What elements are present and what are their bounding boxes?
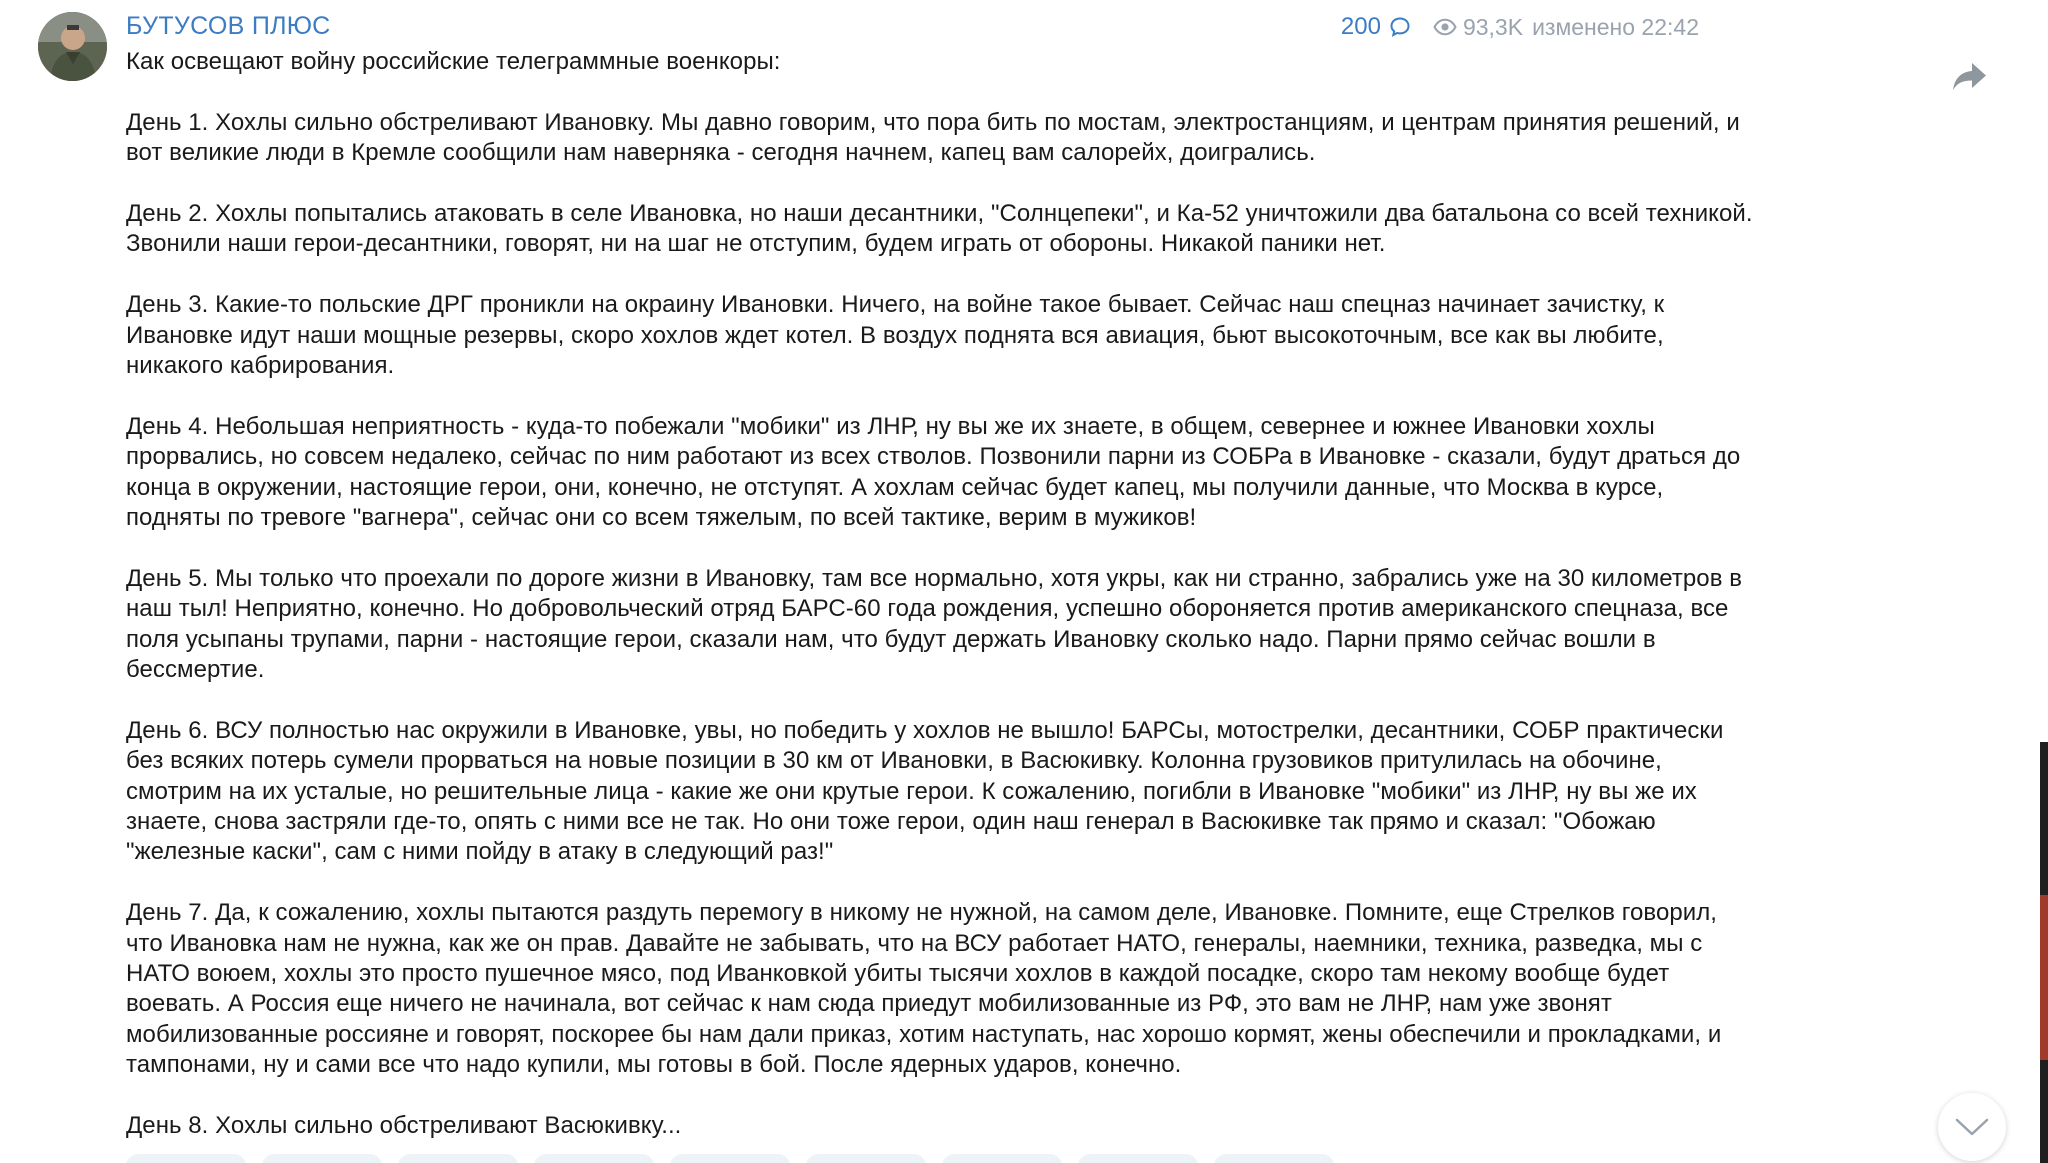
eye-icon <box>1433 18 1457 36</box>
avatar-photo <box>38 12 107 81</box>
post-meta <box>1341 13 1699 41</box>
views-count: 93,3K <box>1462 13 1524 40</box>
reaction-chip[interactable] <box>806 1154 926 1163</box>
share-arrow-icon <box>1950 60 1990 94</box>
post-paragraph-day-2: День 2. Хохлы попытались атаковать в селе Ивановка, но наши десантники, "Солнцепеки", и Ка-52 уничтожили два батальона со всей техникой. Звонили наши герои-десантники, говорят, ни на шаг не отступим, будем играть от обороны. Никакой паники нет. <box>126 200 1753 258</box>
side-preview-thumbnail <box>2040 895 2048 1060</box>
post-intro: Как освещают войну российские телеграммные военкоры: <box>126 48 781 75</box>
reaction-chip[interactable] <box>534 1154 654 1163</box>
post-paragraph-day-1: День 1. Хохлы сильно обстреливают Ивановку. Мы давно говорим, что пора бить по мостам, электростанциям, и центрам принятия решений, и вот великие люди в Кремле сообщили нам наверняка - сегодня начнем, капец вам салорейх, доигрались. <box>126 108 1740 167</box>
reaction-chip[interactable] <box>1078 1154 1198 1163</box>
chevron-down-icon <box>1954 1116 1990 1138</box>
share-button[interactable] <box>1950 60 1990 94</box>
replies-count: 200 <box>1340 13 1381 40</box>
post-paragraph-day-6: День 6. ВСУ полностью нас окружили в Ивановке, увы, но победить у хохлов не вышло! БАРСы, мотострелки, десантники, СОБР практически без всяких потерь сумели прорваться на новые позиции в 30 км от Ивановки, в Васюкивку. Колонна грузовиков притулилась на обочине, смотрим на их усталые, но решительные лица - какие же они крутые герои. К сожалению, погибли в Ивановке "мобики" из ЛНР, ну вы же их знаете, снова застряли где-то, опять с ними все не так. Но они тоже герои, один наш генерал в Васюкивке так прямо и сказал: "Обожаю "железные каски", сам с ними пойду в атаку в следующий раз!" <box>126 716 1724 866</box>
views-counter <box>1433 14 1523 41</box>
post-paragraph-day-3: День 3. Какие-то польские ДРГ проникли на окраину Ивановки. Ничего, на войне такое бывает. Сейчас наш спецназ начинает зачистку, к Ивановке идут наши мощные резервы, скоро хохлов ждет котел. В воздух поднята вся авиация, бьют высокоточным, все как вы любите, никакого кабрирования. <box>126 291 1665 380</box>
channel-name[interactable]: БУТУСОВ ПЛЮС <box>126 12 331 40</box>
post-paragraph-day-5: День 5. Мы только что проехали по дороге жизни в Ивановку, там все нормально, хотя укры, как ни странно, забрались уже на 30 километров в наш тыл! Неприятно, конечно. Но добровольческий отряд БАРС-60 года рождения, успешно обороняется против американского спецназа, все поля усыпаны трупами, парни - настоящие герои, сказали нам, что будут держать Ивановку сколько надо. Парни прямо сейчас вошли в бессмертие. <box>126 564 1743 684</box>
channel-avatar[interactable] <box>38 12 107 81</box>
reactions-row <box>126 1154 1334 1163</box>
reaction-chip[interactable] <box>1214 1154 1334 1163</box>
post-paragraph-day-7: День 7. Да, к сожалению, хохлы пытаются раздуть перемогу в никому не нужной, на самом деле, Ивановке. Помните, еще Стрелков говорил, что Ивановка нам не нужна, как же он прав. Давайте не забывать, что на ВСУ работает НАТО, генералы, наемники, техника, разведка, мы с НАТО воюем, хохлы это просто пушечное мясо, под Иванковкой убиты тысячи хохлов в каждой посадке, скоро там некому вообще будет воевать. А Россия еще ничего не начинала, вот сейчас к нам сюда приедут мобилизованные из РФ, это вам не ЛНР, нам уже звонят мобилизованные россияне и говорят, поскорее бы нам дали приказ, хотим наступать, нас хорошо кормят, жены обеспечили и прокладками, и тампонами, ну и сами все что надо купили, мы готовы в бой. После ядерных ударов, конечно. <box>126 899 1722 1079</box>
reaction-chip[interactable] <box>670 1154 790 1163</box>
comment-bubble-icon <box>1389 16 1411 38</box>
replies-button[interactable] <box>1341 13 1411 41</box>
reaction-chip[interactable] <box>126 1154 246 1163</box>
reaction-chip[interactable] <box>262 1154 382 1163</box>
reaction-chip[interactable] <box>942 1154 1062 1163</box>
post-text <box>126 47 1896 1163</box>
post-paragraph-day-4: День 4. Небольшая неприятность - куда-то побежали "мобики" из ЛНР, ну вы же их знаете, в общем, севернее и южнее Ивановки хохлы прорвались, но совсем недалеко, сейчас по ним работают из всех стволов. Позвонили парни из СОБРа в Ивановке - сказали, будут драться до конца в окружении, настоящие герои, они, конечно, не отступят. А хохлам сейчас будет капец, мы получили данные, что Москва в курсе, подняты по тревоге "вагнера", сейчас они со всем тяжелым, по всей тактике, верим в мужиков! <box>126 412 1741 532</box>
scroll-down-button[interactable] <box>1938 1093 2006 1161</box>
reaction-chip[interactable] <box>398 1154 518 1163</box>
post-paragraph-day-8: День 8. Хохлы сильно обстреливают Васюкивку... <box>126 1112 682 1140</box>
edited-timestamp: изменено 22:42 <box>1532 13 1699 40</box>
